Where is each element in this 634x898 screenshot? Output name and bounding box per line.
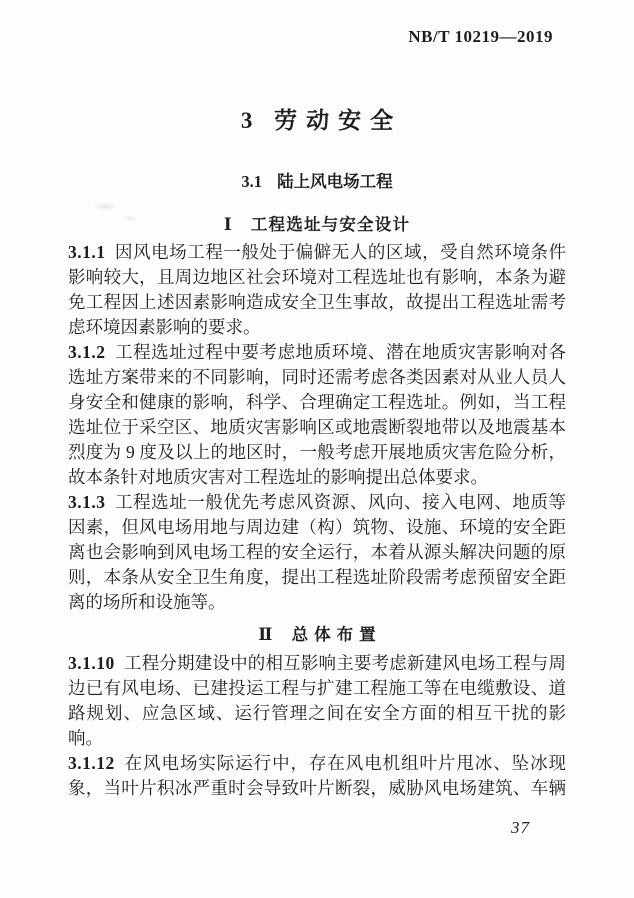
clause-3-1-3: [68, 490, 566, 615]
running-header: [68, 27, 566, 47]
subsection-numeral: Ⅰ: [223, 215, 232, 234]
section-title: [68, 171, 566, 193]
page-number: 37: [511, 818, 530, 837]
clause-text: 在风电场实际运行中，存在风电机组叶片甩冰、坠冰现象，当叶片积冰严重时会导致叶片断裂，威胁风电场建筑、车辆: [68, 753, 566, 798]
clause-number: 3.1.2: [68, 342, 106, 362]
standard-number: NB/T 10219—2019: [408, 27, 553, 46]
clause-3-1-12: [68, 751, 566, 801]
subsection-title: 工程选址与安全设计: [250, 215, 411, 234]
section-name: 陆上风电场工程: [277, 172, 393, 191]
clause-text: 工程选址一般优先考虑风资源、风向、接入电网、地质等因素，但风电场用地与周边建（构）筑物、设施、环境的安全距离也会影响到风电场工程的安全运行，本着从源头解决问题的原则，本条从安全卫生角度，提出工程选址阶段需考虑预留安全距离的场所和设施等。: [68, 492, 566, 612]
clause-text: 工程选址过程中要考虑地质环境、潜在地质灾害影响对各选址方案带来的不同影响，同时还需考虑各类因素对从业人员人身安全和健康的影响，科学、合理确定工程选址。例如，当工程选址位于采空区、地质灾害影响区或地震断裂地带以及地震基本烈度为 9 度及以上的地区时，一般考虑开展地质灾害危险分析，故本条针对地质灾害对工程选址的影响提出总体要求。: [68, 342, 566, 487]
chapter-number: 3: [240, 108, 253, 133]
clause-3-1-1: [68, 240, 566, 340]
clause-text: 工程分期建设中的相互影响主要考虑新建风电场工程与周边已有风电场、已建投运工程与扩建工程施工等在电缆敷设、道路规划、应急区域、运行管理之间在安全方面的相互干扰的影响。: [68, 653, 566, 748]
subsection-heading-1: [68, 214, 566, 236]
subsection-title: 总体布置: [291, 625, 382, 644]
clause-number: 3.1.3: [68, 492, 106, 512]
clause-number: 3.1.10: [68, 653, 115, 673]
section-number: 3.1: [241, 172, 262, 191]
clause-3-1-10: [68, 651, 566, 751]
chapter-name: 劳动安全: [274, 108, 403, 133]
clause-3-1-2: [68, 340, 566, 490]
clauses-block-2: [68, 651, 566, 801]
subsection-heading-2: [68, 624, 566, 646]
chapter-title: [68, 105, 566, 137]
clauses-block-1: [68, 240, 566, 615]
clause-number: 3.1.1: [68, 242, 106, 262]
subsection-numeral: Ⅱ: [258, 625, 273, 644]
clause-text: 因风电场工程一般处于偏僻无人的区域，受自然环境条件影响较大，且周边地区社会环境对工程选址也有影响，本条为避免工程因上述因素影响造成安全卫生事故，故提出工程选址需考虑环境因素影响的要求。: [68, 242, 566, 337]
clause-number: 3.1.12: [68, 753, 115, 773]
